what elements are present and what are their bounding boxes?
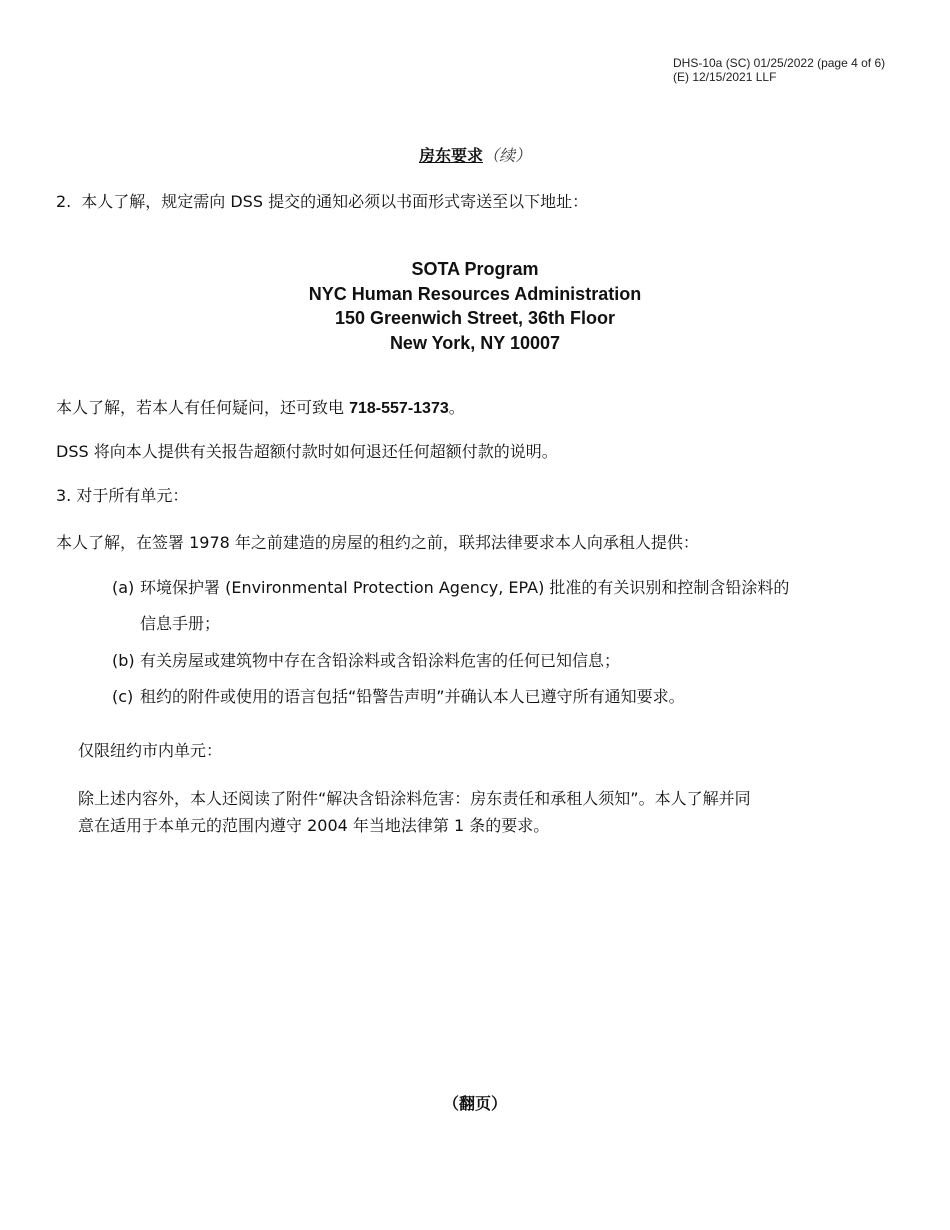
list-item-c (112, 684, 685, 707)
section-title-continued: （续） (483, 146, 532, 165)
address-line-1: SOTA Program (411, 259, 539, 279)
item-2-paragraph (56, 192, 588, 212)
nyc-paragraph-line-1: 除上述内容外，本人还阅读了附件“解决含铅涂料危害：房东责任和承租人须知”。本人了解并同 (78, 789, 751, 808)
turn-page-note: （翻页） (442, 1094, 507, 1113)
address-line-4: New York, NY 10007 (389, 332, 561, 353)
address-line-2: NYC Human Resources Administration (308, 283, 642, 304)
phone-suffix: 。 (448, 398, 465, 417)
list-text-a: 环境保护署 (Environmental Protection Agency, EPA) 批准的有关识别和控制含铅涂料的 (140, 578, 790, 597)
section-title (0, 146, 950, 166)
list-item-a-continued: 信息手册； (140, 614, 221, 633)
form-code-line-2: (E) 12/15/2021 LLF (673, 70, 777, 84)
phone-paragraph (56, 398, 465, 419)
list-item-a (112, 575, 789, 598)
address-line-3: 150 Greenwich Street, 36th Floor (334, 308, 616, 328)
list-marker-c: (c) (112, 687, 134, 706)
list-text-c: 租约的附件或使用的语言包括“铅警告声明”并确认本人已遵守所有通知要求。 (140, 687, 685, 706)
nyc-paragraph-line-2: 意在适用于本单元的范围内遵守 2004 年当地法律第 1 条的要求。 (78, 816, 550, 835)
federal-law-paragraph: 本人了解，在签署 1978 年之前建造的房屋的租约之前，联邦法律要求本人向承租人提供： (56, 533, 699, 552)
list-item-b (112, 648, 620, 671)
item-3-heading: 3. 对于所有单元： (56, 486, 189, 505)
mailing-address (0, 257, 950, 355)
phone-prefix: 本人了解，若本人有任何疑问，还可致电 (56, 398, 350, 417)
item-2-number: 2. (56, 192, 72, 211)
list-marker-a: (a) (112, 578, 135, 597)
form-code (673, 56, 885, 84)
nyc-units-heading: 仅限纽约市内单元： (78, 741, 223, 760)
list-text-b: 有关房屋或建筑物中存在含铅涂料或含铅涂料危害的任何已知信息； (140, 651, 621, 670)
list-marker-b: (b) (112, 651, 135, 670)
section-title-main: 房东要求 (418, 146, 483, 165)
refund-paragraph: DSS 将向本人提供有关报告超额付款时如何退还任何超额付款的说明。 (56, 442, 558, 461)
form-code-line-1: DHS-10a (SC) 01/25/2022 (page 4 of 6) (673, 56, 886, 70)
item-2-text: 本人了解，规定需向 DSS 提交的通知必须以书面形式寄送至以下地址： (81, 192, 589, 211)
phone-number: 718-557-1373 (349, 400, 449, 417)
